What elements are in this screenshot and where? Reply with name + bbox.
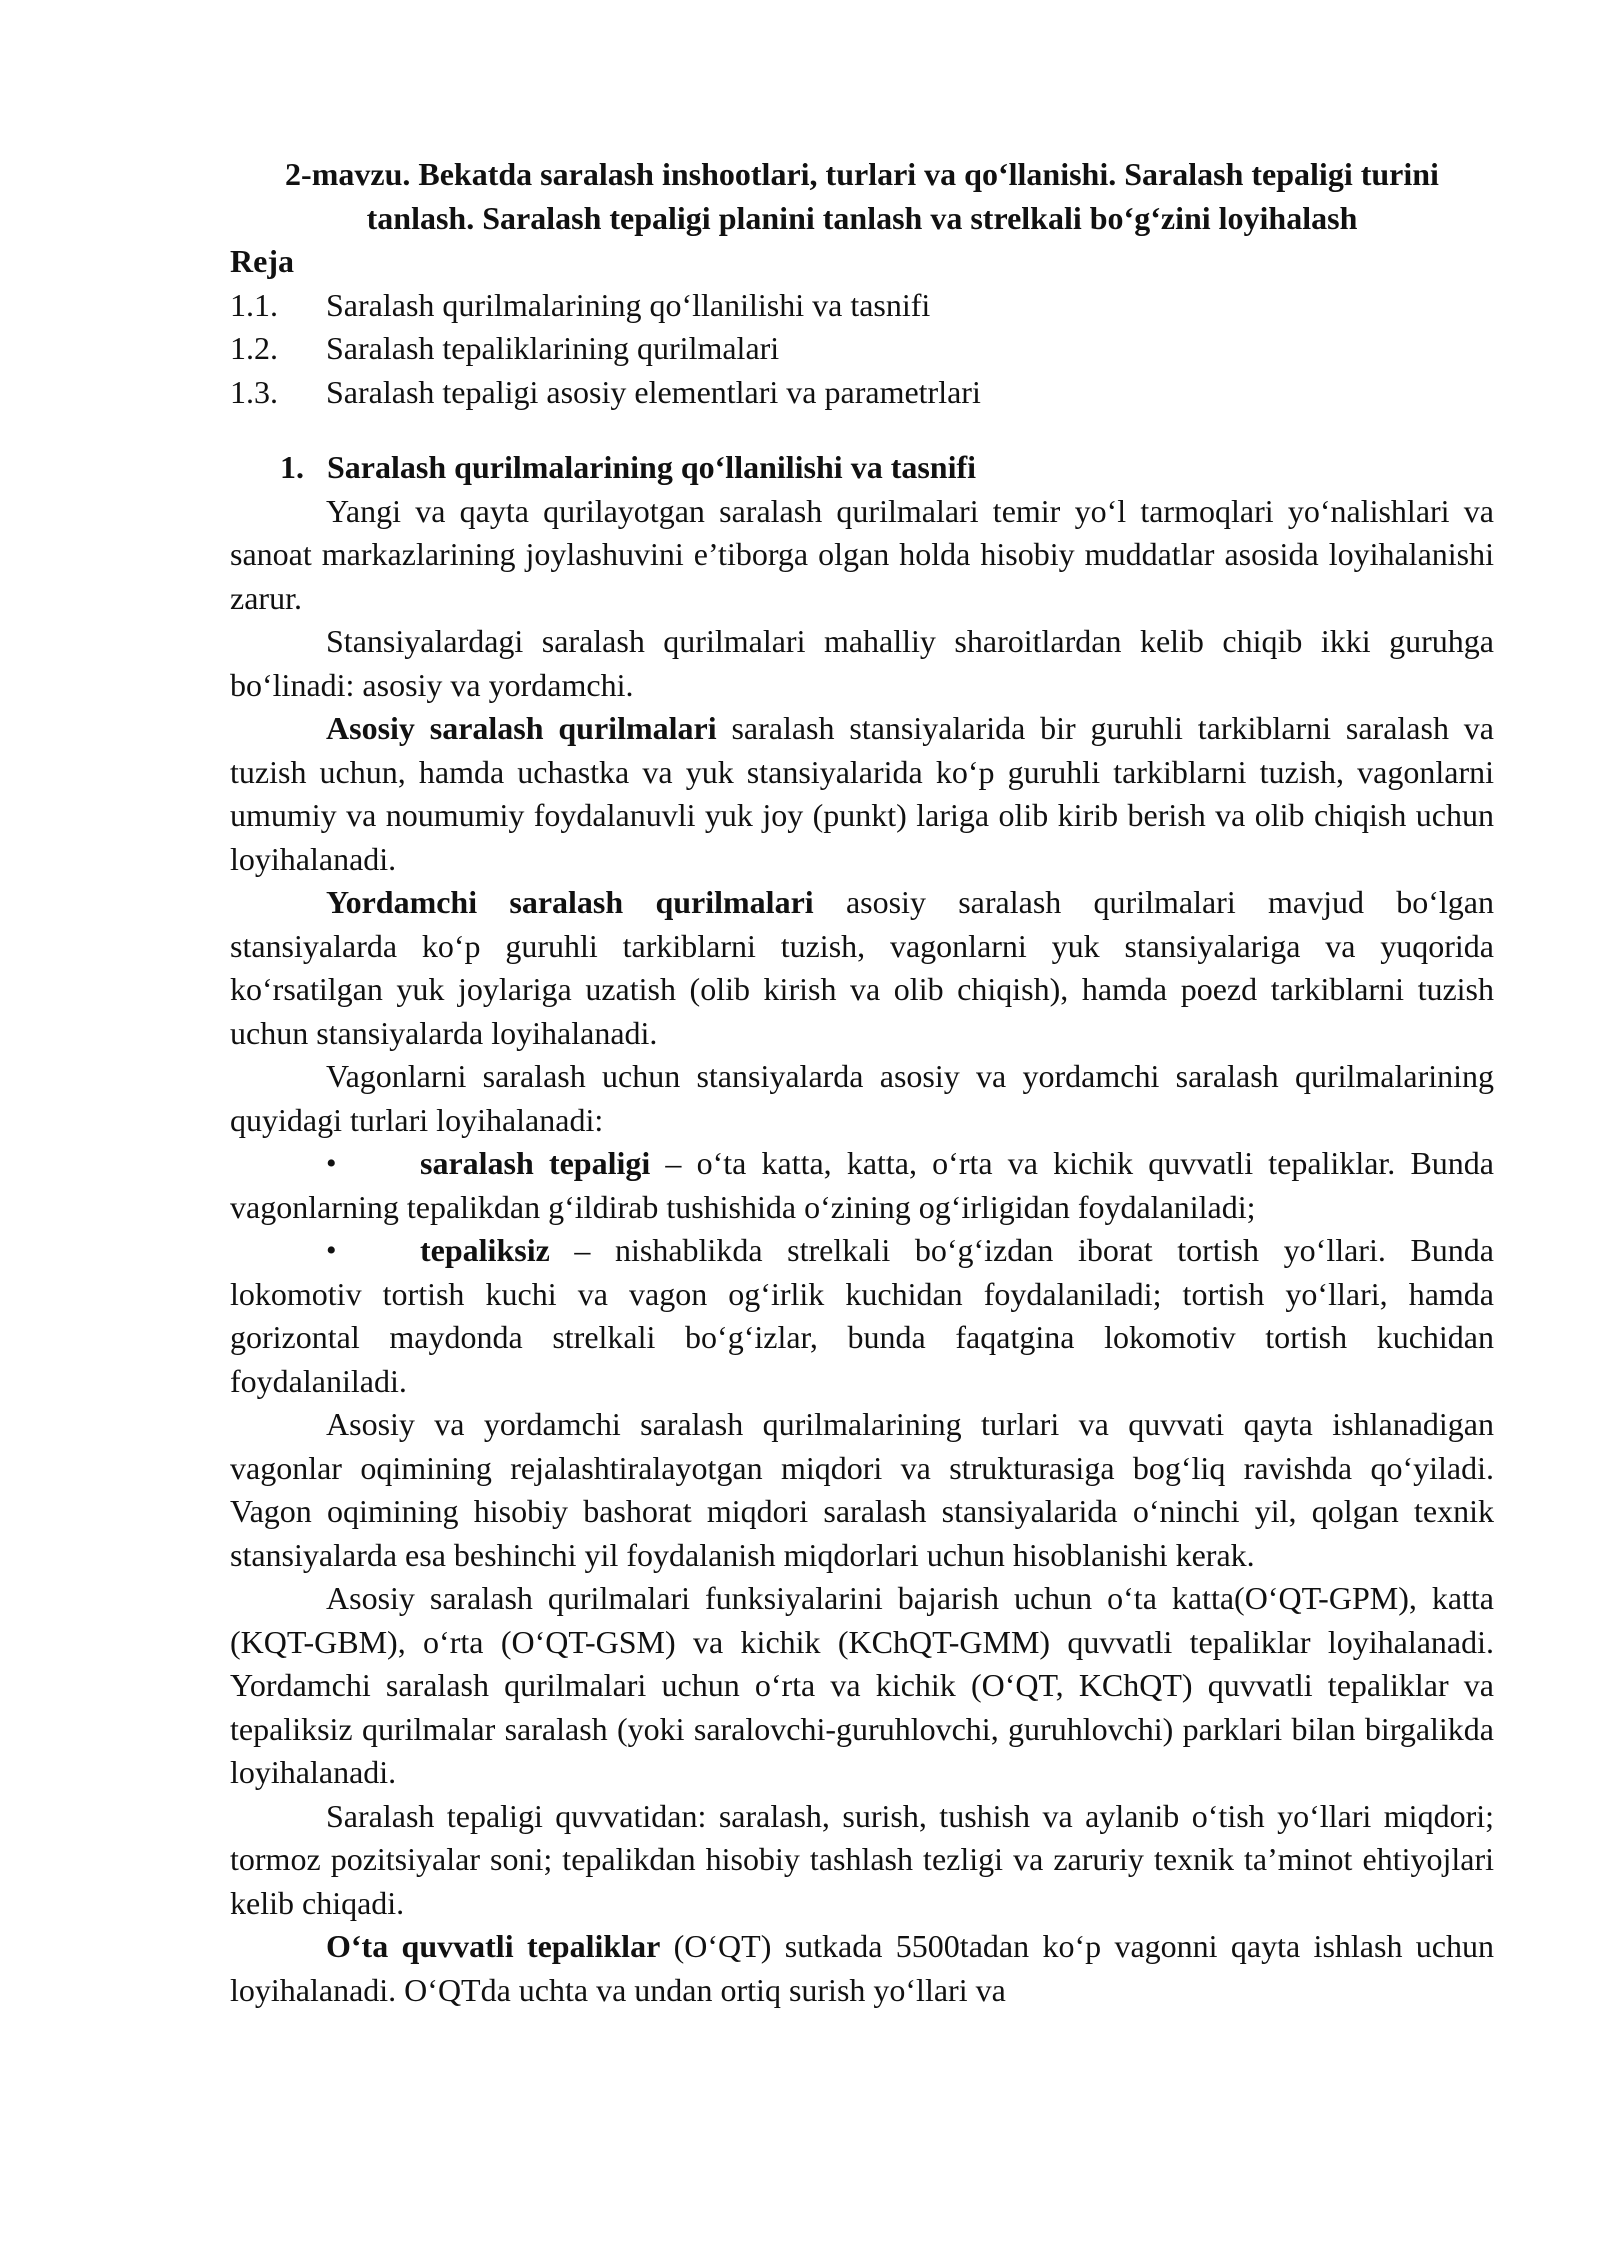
bold-term: Yordamchi saralash qurilmalari [326, 884, 814, 920]
plan-item-number: 1.2. [230, 330, 278, 366]
section-number: 1. [280, 449, 304, 485]
plan-item [230, 327, 1494, 371]
bullet-item [230, 1142, 1494, 1229]
bullet-item [230, 1229, 1494, 1403]
bold-term: O‘ta quvvatli tepaliklar [326, 1928, 661, 1964]
document-page [230, 153, 1494, 2012]
paragraph-text: asosiy saralash qurilmalari mavjud bo‘lgan stansiyalarda ko‘p guruhli tarkiblarni tuzish, vagonlarni yuk stansiyalariga va yuqorida ko‘rsatilgan yuk joylariga uzatish (olib kirish va olib chiqish), hamda poezd tarkiblarni tuzish uchun stansiyalarda loyihalanadi. [230, 884, 1495, 1051]
paragraph: Stansiyalardagi saralash qurilmalari mahalliy sharoitlardan kelib chiqib ikki guruhga bo‘linadi: asosiy va yordamchi. [230, 623, 1494, 703]
bullet-icon: • [326, 1234, 337, 1267]
paragraph: Asosiy va yordamchi saralash qurilmalarining turlari va quvvati qayta ishlanadigan vagonlar oqimining rejalashtiralayotgan miqdori va strukturasiga bog‘liq ravishda qo‘yiladi. Vagon oqimining hisobiy bashorat miqdori saralash stansiyalarida o‘ninchi yil, qolgan texnik stansiyalarda esa beshinchi yil foydalanish miqdorlari uchun hisoblanishi kerak. [230, 1406, 1494, 1573]
bold-term: saralash tepaligi [420, 1145, 651, 1181]
plan-item-text: Saralash tepaliklarining qurilmalari [326, 330, 780, 366]
paragraph-text: (O‘QT) sutkada 5500tadan ko‘p vagonni qayta ishlash uchun loyihalanadi. O‘QTda uchta va undan ortiq surish yo‘llari va [230, 1928, 1494, 2008]
paragraph: Vagonlarni saralash uchun stansiyalarda asosiy va yordamchi saralash qurilmalarining quyidagi turlari loyihalanadi: [230, 1058, 1494, 1138]
paragraph [230, 1925, 1494, 2012]
paragraph-text: – nishablikda strelkali bo‘g‘izdan iborat tortish yo‘llari. Bunda lokomotiv tortish kuchi va vagon og‘irlik kuchidan foydalaniladi; tortish yo‘llari, hamda gorizontal maydonda strelkali bo‘g‘izlar, bunda faqatgina lokomotiv tortish kuchidan foydalaniladi. [230, 1232, 1494, 1399]
plan-item [230, 284, 1494, 328]
plan-item-text: Saralash tepaligi asosiy elementlari va parametrlari [326, 373, 981, 410]
plan-heading: Reja [230, 243, 294, 279]
plan-list [230, 284, 1494, 415]
bold-term: tepaliksiz [420, 1232, 550, 1268]
plan-item-text: Saralash qurilmalarining qo‘llanilishi va tasnifi [326, 286, 931, 323]
section-heading [280, 446, 1494, 490]
paragraph: Saralash tepaligi quvvatidan: saralash, surish, tushish va aylanib o‘tish yo‘llari miqdori; tormoz pozitsiyalar soni; tepalikdan hisobiy tashlash tezligi va zaruriy texnik ta’minot ehtiyojlari kelib chiqadi. [230, 1797, 1494, 1921]
paragraph-text: – o‘ta katta, katta, o‘rta va kichik quvvatli tepaliklar. Bunda vagonlarning tepalikdan g‘ildirab tushishida o‘zining og‘irligidan foydalaniladi; [230, 1145, 1495, 1225]
plan-item-number: 1.1. [230, 286, 278, 323]
paragraph: Asosiy saralash qurilmalari funksiyalarini bajarish uchun o‘ta katta(O‘QT-GPM), katta (KQT-GBM), o‘rta (O‘QT-GSM) va kichik (KChQT-GMM) quvvatli tepaliklar loyihalanadi. Yordamchi saralash qurilmalari uchun o‘rta va kichik (O‘QT, KChQT) quvvatli tepaliklar va tepaliksiz qurilmalar saralash (yoki saralovchi-guruhlovchi, guruhlovchi) parklari bilan birgalikda loyihalanadi. [230, 1580, 1494, 1790]
paragraph [230, 881, 1494, 1055]
paragraph [230, 707, 1494, 881]
paragraph: Yangi va qayta qurilayotgan saralash qurilmalari temir yo‘l tarmoqlari yo‘nalishlari va sanoat markazlarining joylashuvini e’tiborga olgan holda hisobiy muddatlar asosida loyihalanishi zarur. [230, 492, 1494, 616]
section-title: Saralash qurilmalarining qo‘llanilishi va tasnifi [327, 449, 977, 485]
plan-item-number: 1.3. [230, 373, 278, 410]
bold-term: Asosiy saralash qurilmalari [326, 710, 717, 746]
paragraph-text: saralash stansiyalarida bir guruhli tarkiblarni saralash va tuzish uchun, hamda uchastka va yuk stansiyalarida ko‘p guruhli tarkiblarni tuzish, vagonlarni umumiy va noumumiy foydalanuvli yuk joy (punkt) lariga olib kirib berish va olib chiqish uchun loyihalanadi. [230, 710, 1495, 877]
plan-item [230, 371, 1494, 415]
document-title: 2-mavzu. Bekatda saralash inshootlari, turlari va qo‘llanishi. Saralash tepaligi turini tanlash. Saralash tepaligi planini tanlash va strelkali bo‘g‘zini loyihalash [285, 156, 1439, 236]
bullet-icon: • [326, 1147, 337, 1180]
